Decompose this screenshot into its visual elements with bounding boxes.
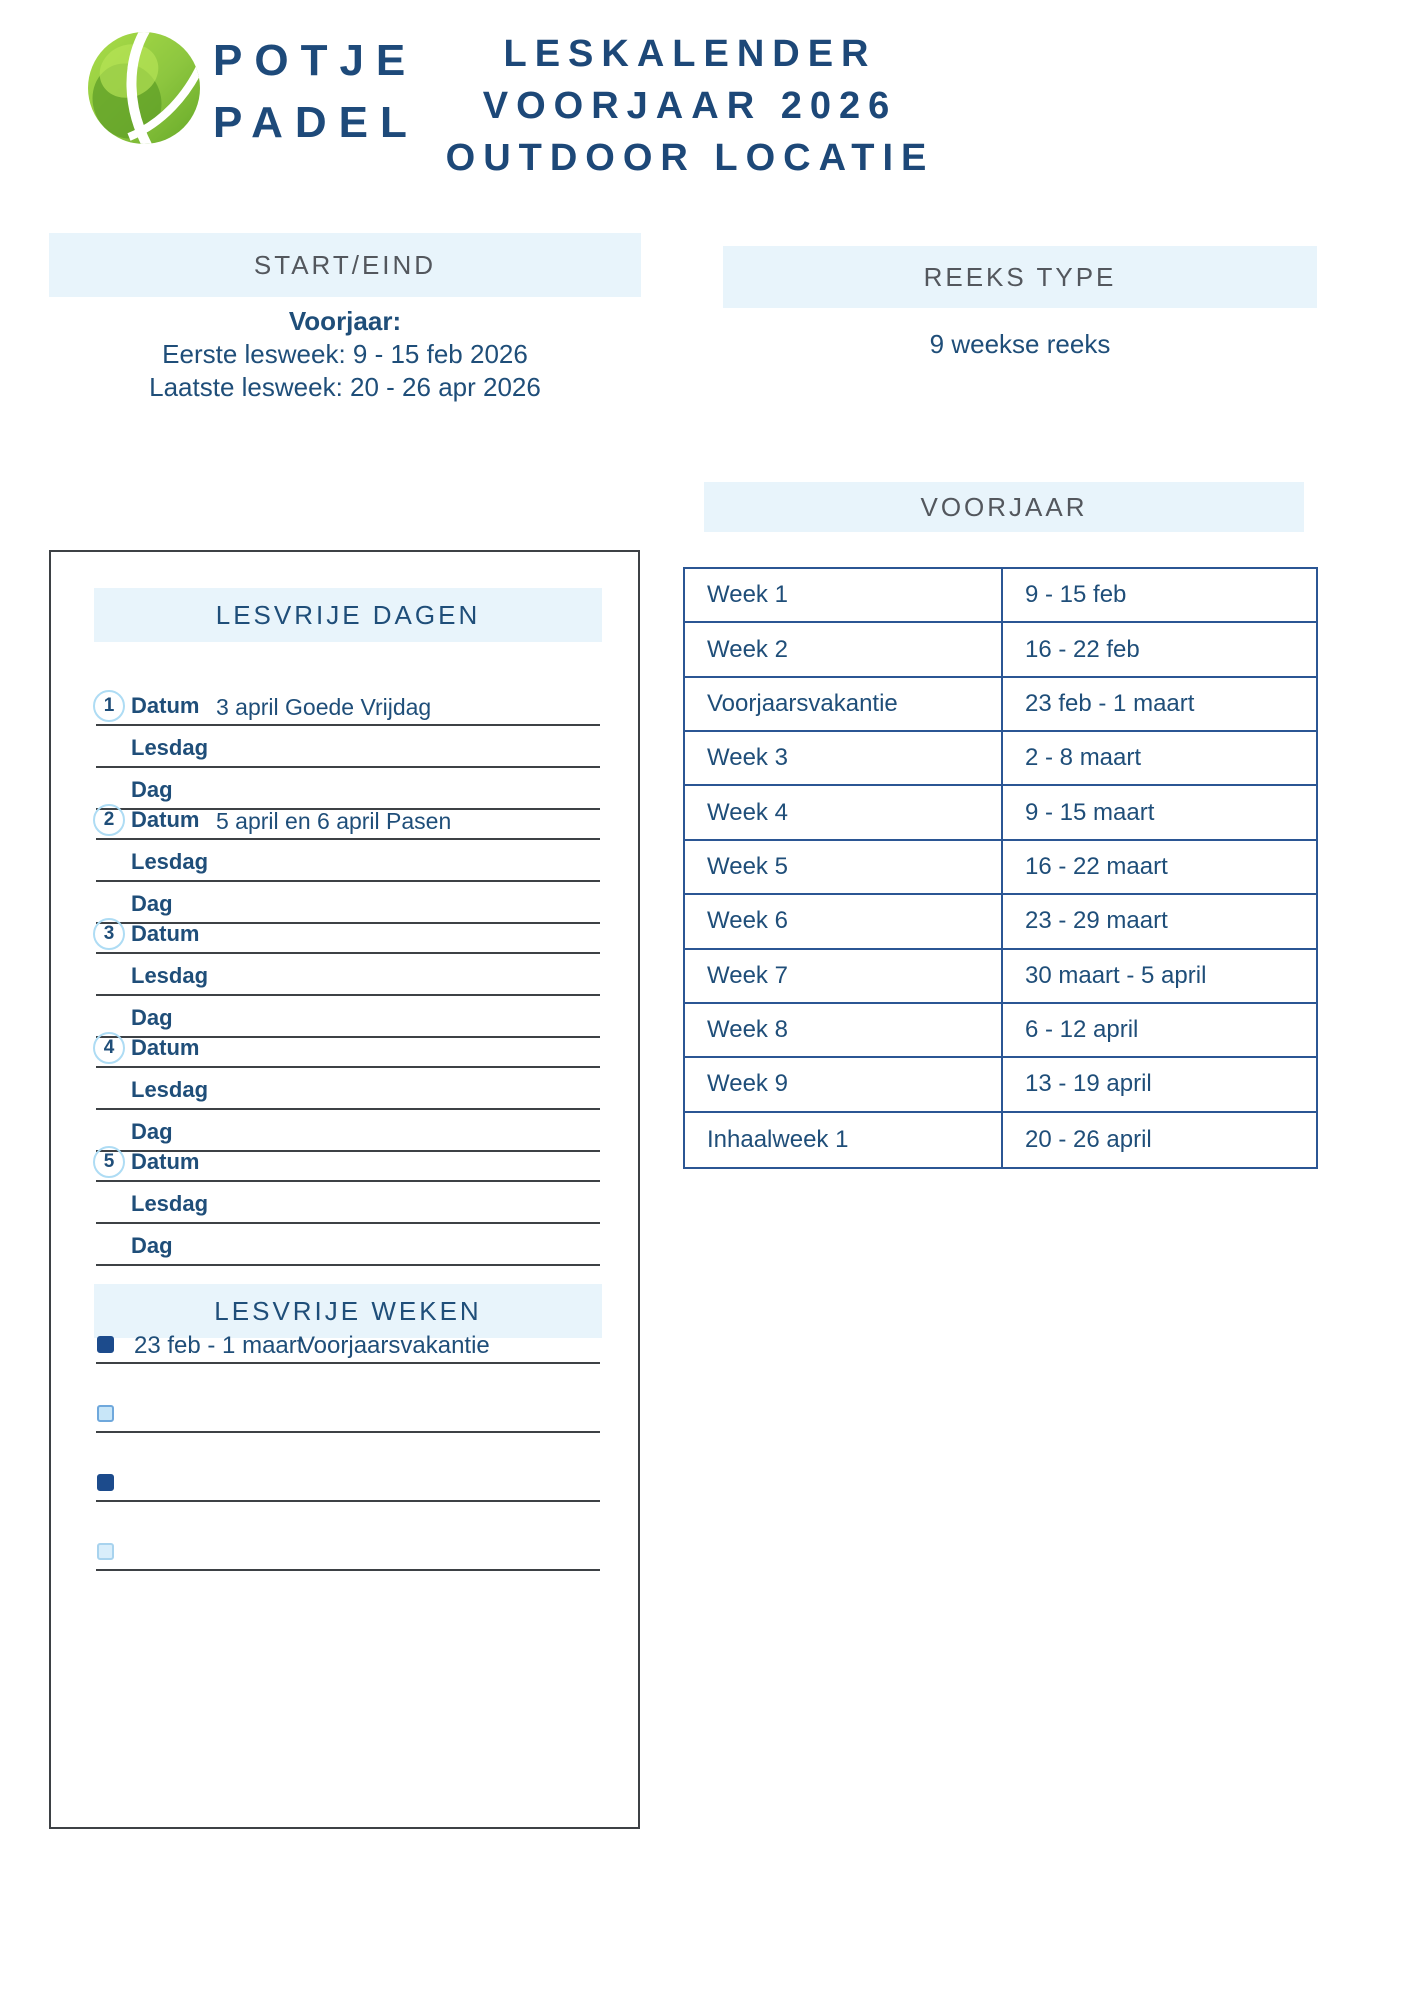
lesdag-label: Lesdag: [131, 963, 209, 988]
lesdag-field-line[interactable]: [96, 1222, 600, 1224]
reeks-type-header: REEKS TYPE: [723, 246, 1317, 308]
lesdag-label: Lesdag: [131, 735, 209, 760]
week-dates: 30 maart - 5 april: [1001, 950, 1316, 1002]
lesdag-label: Lesdag: [131, 1077, 209, 1102]
reeks-type-value: 9 weekse reeks: [929, 329, 1111, 359]
datum-field-line[interactable]: [96, 1066, 600, 1068]
week-label: Week 2: [707, 635, 788, 663]
title-line-2: VOORJAAR 2026: [482, 85, 898, 127]
table-row: [685, 895, 1316, 949]
entry-number-badge: 4: [93, 1032, 125, 1064]
lesvrije-weken-header: LESVRIJE WEKEN: [94, 1284, 602, 1338]
dag-label: Dag: [131, 891, 173, 916]
lesdag-field-line[interactable]: [96, 1108, 600, 1110]
week-label: Week 4: [707, 798, 788, 826]
brand-line-2: PADEL: [213, 98, 419, 147]
lesvrije-dag-entry-1: [51, 694, 642, 812]
table-row: [685, 569, 1316, 623]
voorjaar-schedule-table: [683, 567, 1318, 1169]
lesvrije-dag-entry-4: [51, 1036, 642, 1154]
week-label: Voorjaarsvakantie: [707, 689, 898, 717]
table-row: [685, 1004, 1316, 1058]
datum-field-line[interactable]: [96, 952, 600, 954]
week-field-line[interactable]: [96, 1500, 600, 1502]
dag-label: Dag: [131, 777, 173, 802]
week-dates: 23 feb - 1 maart: [1001, 678, 1316, 730]
datum-value: 5 april en 6 april Pasen: [216, 808, 452, 834]
week-checkbox[interactable]: [97, 1474, 114, 1491]
table-row: [685, 786, 1316, 840]
dag-label: Dag: [131, 1005, 173, 1030]
table-row: [685, 841, 1316, 895]
lesvrije-week-row-2: [51, 1405, 642, 1435]
table-row: [685, 732, 1316, 786]
entry-number-badge: 1: [93, 690, 125, 722]
lesvrije-dagen-header: LESVRIJE DAGEN: [94, 588, 602, 642]
week-label: Week 7: [707, 961, 788, 989]
week-dates: 9 - 15 feb: [1001, 569, 1316, 621]
week-dates: 23 - 29 maart: [1001, 895, 1316, 947]
table-row: [685, 678, 1316, 732]
dag-field-line[interactable]: [96, 1264, 600, 1266]
week-dates: 9 - 15 maart: [1001, 786, 1316, 838]
lesvrije-box: [49, 550, 640, 1829]
title-line-1: LESKALENDER: [503, 33, 877, 75]
week-dates: 16 - 22 maart: [1001, 841, 1316, 893]
datum-field-line[interactable]: [96, 724, 600, 726]
week-dates: 20 - 26 april: [1001, 1113, 1316, 1167]
page-title: [380, 28, 1000, 184]
datum-label: Datum: [131, 1149, 200, 1174]
table-row: [685, 950, 1316, 1004]
week-dates: 6 - 12 april: [1001, 1004, 1316, 1056]
entry-number-badge: 3: [93, 918, 125, 950]
week-checkbox[interactable]: [97, 1405, 114, 1422]
datum-label: Datum: [131, 693, 200, 718]
week-label: Week 9: [707, 1070, 788, 1098]
first-lesweek: Eerste lesweek: 9 - 15 feb 2026: [162, 339, 528, 369]
week-label: Week 3: [707, 744, 788, 772]
entry-number-badge: 5: [93, 1146, 125, 1178]
week-label: Week 5: [707, 852, 788, 880]
title-line-3: OUTDOOR LOCATIE: [445, 137, 935, 179]
week-dates: 23 feb - 1 maart: [134, 1332, 304, 1359]
week-field-line[interactable]: [96, 1431, 600, 1433]
week-label: Inhaalweek 1: [707, 1125, 849, 1153]
lesdag-label: Lesdag: [131, 1191, 209, 1216]
week-field-line[interactable]: [96, 1569, 600, 1571]
week-label: Week 6: [707, 907, 788, 935]
season-label: Voorjaar:: [288, 306, 402, 336]
start-eind-header: START/EIND: [49, 233, 641, 297]
lesdag-label: Lesdag: [131, 849, 209, 874]
week-checkbox[interactable]: [97, 1543, 114, 1560]
datum-value: 3 april Goede Vrijdag: [216, 694, 432, 720]
table-row: [685, 1058, 1316, 1112]
datum-field-line[interactable]: [96, 838, 600, 840]
datum-label: Datum: [131, 807, 200, 832]
datum-field-line[interactable]: [96, 1180, 600, 1182]
week-label: Week 1: [707, 581, 788, 609]
week-dates: 16 - 22 feb: [1001, 623, 1316, 675]
datum-label: Datum: [131, 1035, 200, 1060]
start-eind-body: [49, 305, 641, 404]
week-label: Voorjaarsvakantie: [299, 1332, 490, 1359]
lesvrije-week-row-1: [51, 1332, 642, 1366]
lesdag-field-line[interactable]: [96, 766, 600, 768]
week-dates: 2 - 8 maart: [1001, 732, 1316, 784]
lesdag-field-line[interactable]: [96, 994, 600, 996]
voorjaar-schedule-header: VOORJAAR: [704, 482, 1304, 532]
week-dates: 13 - 19 april: [1001, 1058, 1316, 1110]
lesvrije-dag-entry-5: [51, 1150, 642, 1268]
entry-number-badge: 2: [93, 804, 125, 836]
brand-line-1: POTJE: [213, 36, 418, 85]
dag-label: Dag: [131, 1233, 173, 1258]
potje-padel-logo-ball-icon: [87, 31, 201, 145]
week-label: Week 8: [707, 1016, 788, 1044]
lesvrije-dag-entry-3: [51, 922, 642, 1040]
week-field-line[interactable]: [96, 1362, 600, 1364]
lesvrije-dag-entry-2: [51, 808, 642, 926]
week-checkbox[interactable]: [97, 1336, 114, 1353]
table-row: [685, 1113, 1316, 1167]
lesvrije-week-row-3: [51, 1474, 642, 1504]
lesvrije-week-row-4: [51, 1543, 642, 1573]
last-lesweek: Laatste lesweek: 20 - 26 apr 2026: [149, 372, 541, 402]
datum-label: Datum: [131, 921, 200, 946]
table-row: [685, 623, 1316, 677]
dag-label: Dag: [131, 1119, 173, 1144]
lesdag-field-line[interactable]: [96, 880, 600, 882]
